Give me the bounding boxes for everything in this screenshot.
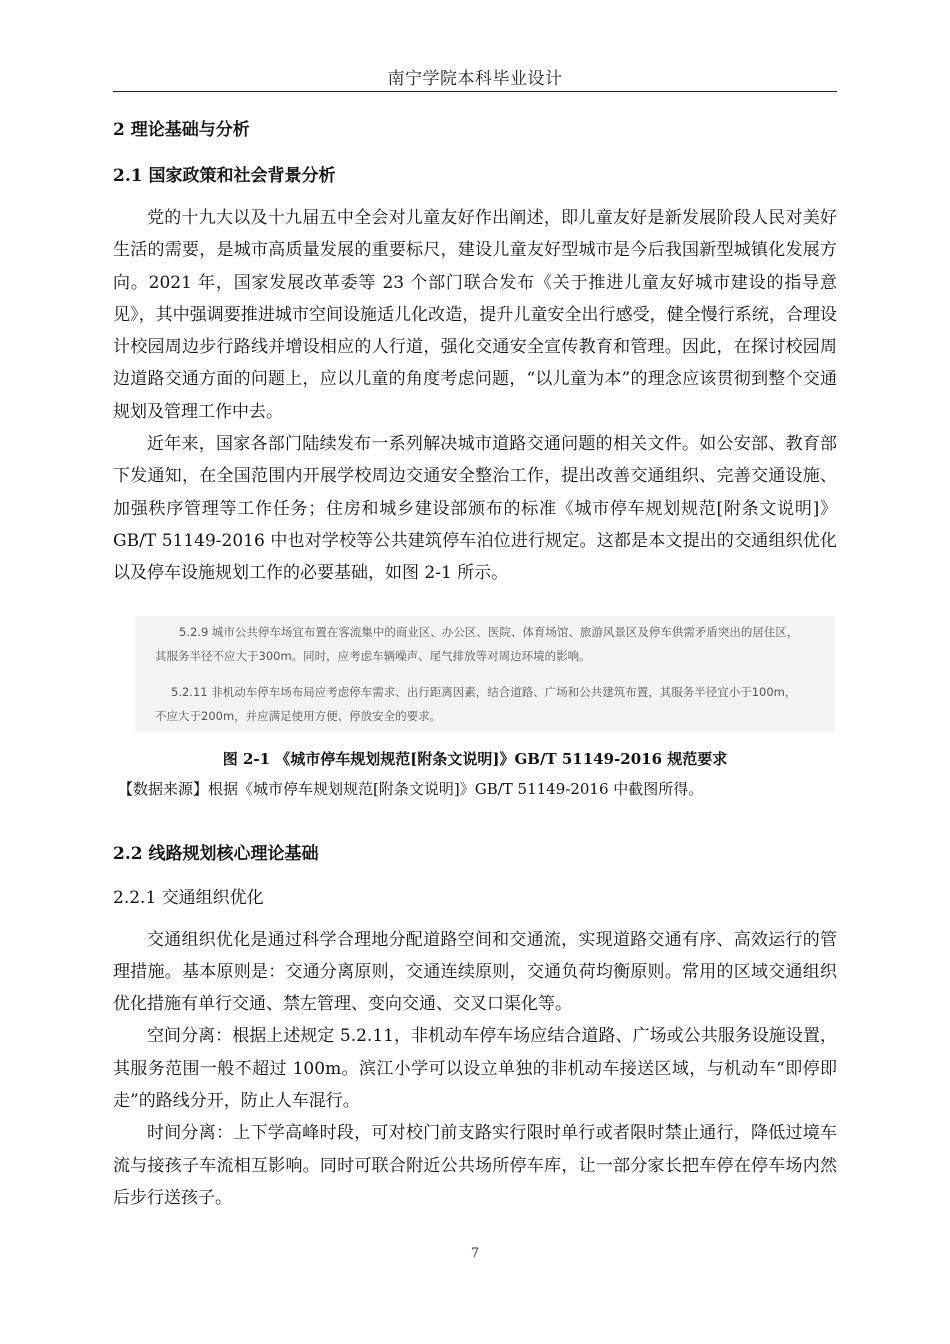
section-heading-2-1: 2.1 国家政策和社会背景分析 [113, 166, 336, 186]
running-header: 南宁学院本科毕业设计 [387, 69, 563, 89]
figure-screenshot [135, 616, 835, 732]
figure-source: 【数据来源】根据《城市停车规划规范[附条文说明]》GB/T 51149-2016 中截图所得。 [118, 779, 704, 798]
paragraph-space-separation: 空间分离：根据上述规定 5.2.11，非机动车停车场应结合道路、广场或公共服务设施设置，其服务范围一般不超过 100m。滨江小学可以设立单独的非机动车接送区域，与机动车“即停即走”的路线分开，防止人车混行。 [113, 1026, 837, 1112]
paragraph-documents: 近年来，国家各部门陆续发布一系列解决城市道路交通问题的相关文件。如公安部、教育部下发通知，在全国范围内开展学校周边交通安全整治工作，提出改善交通组织、完善交通设施、加强秩序管理等工作任务；住房和城乡建设部颁布的标准《城市停车规划规范[附条文说明]》GB/T 51149-2016 中也对学校等公共建筑停车泊位进行规定。这都是本文提出的交通组织优化以及停车设施规划工作的必要基础，如图 2-1 所示。 [113, 434, 837, 584]
figure-text-line: 5.2.9 城市公共停车场宜布置在客流集中的商业区、办公区、医院、体育场馆、旅游风景区及停车供需矛盾突出的居住区， [179, 624, 799, 639]
figure-text-line: 不应大于200m，并应满足使用方便、停放安全的要求。 [155, 708, 442, 723]
subsection-heading-2-2-1: 2.2.1 交通组织优化 [113, 887, 264, 908]
header-rule [113, 91, 837, 92]
paragraph-time-separation: 时间分离：上下学高峰时段，可对校门前支路实行限时单行或者限时禁止通行，降低过境车流与接孩子车流相互影响。同时可联合附近公共场所停车库，让一部分家长把车停在停车场内然后步行送孩子。 [113, 1123, 837, 1208]
figure-text-line: 5.2.11 非机动车停车场布局应考虑停车需求、出行距离因素，结合道路、广场和公共建筑布置，其服务半径宜小于100m， [171, 684, 797, 699]
figure-text-line: 其服务半径不应大于300m。同时，应考虑车辆噪声、尾气排放等对周边环境的影响。 [155, 648, 591, 663]
chapter-heading: 2 理论基础与分析 [113, 120, 250, 140]
page-body [113, 112, 837, 1214]
page-number: 7 [470, 1246, 480, 1261]
paragraph-traffic-organization: 交通组织优化是通过科学合理地分配道路空间和交通流，实现道路交通有序、高效运行的管理措施。基本原则是：交通分离原则，交通连续原则，交通负荷均衡原则。常用的区域交通组织优化措施有单行交通、禁左管理、变向交通、交叉口渠化等。 [113, 929, 837, 1015]
section-heading-2-2: 2.2 线路规划核心理论基础 [113, 843, 319, 864]
paragraph-policy: 党的十九大以及十九届五中全会对儿童友好作出阐述，即儿童友好是新发展阶段人民对美好生活的需要，是城市高质量发展的重要标尺，建设儿童友好型城市是今后我国新型城镇化发展方向。2021 年，国家发展改革委等 23 个部门联合发布《关于推进儿童友好城市建设的指导意见》，其中强调要推进城市空间设施适儿化改造，提升儿童安全出行感受，健全慢行系统，合理设计校园周边步行路线并增设相应的人行道，强化交通安全宣传教育和管理。因此，在探讨校园周边道路交通方面的问题上，应以儿童的角度考虑问题，“以儿童为本”的理念应该贯彻到整个交通规划及管理工作中去。 [113, 208, 837, 422]
figure-caption: 图 2-1 《城市停车规划规范[附条文说明]》GB/T 51149-2016 规范要求 [222, 749, 728, 768]
